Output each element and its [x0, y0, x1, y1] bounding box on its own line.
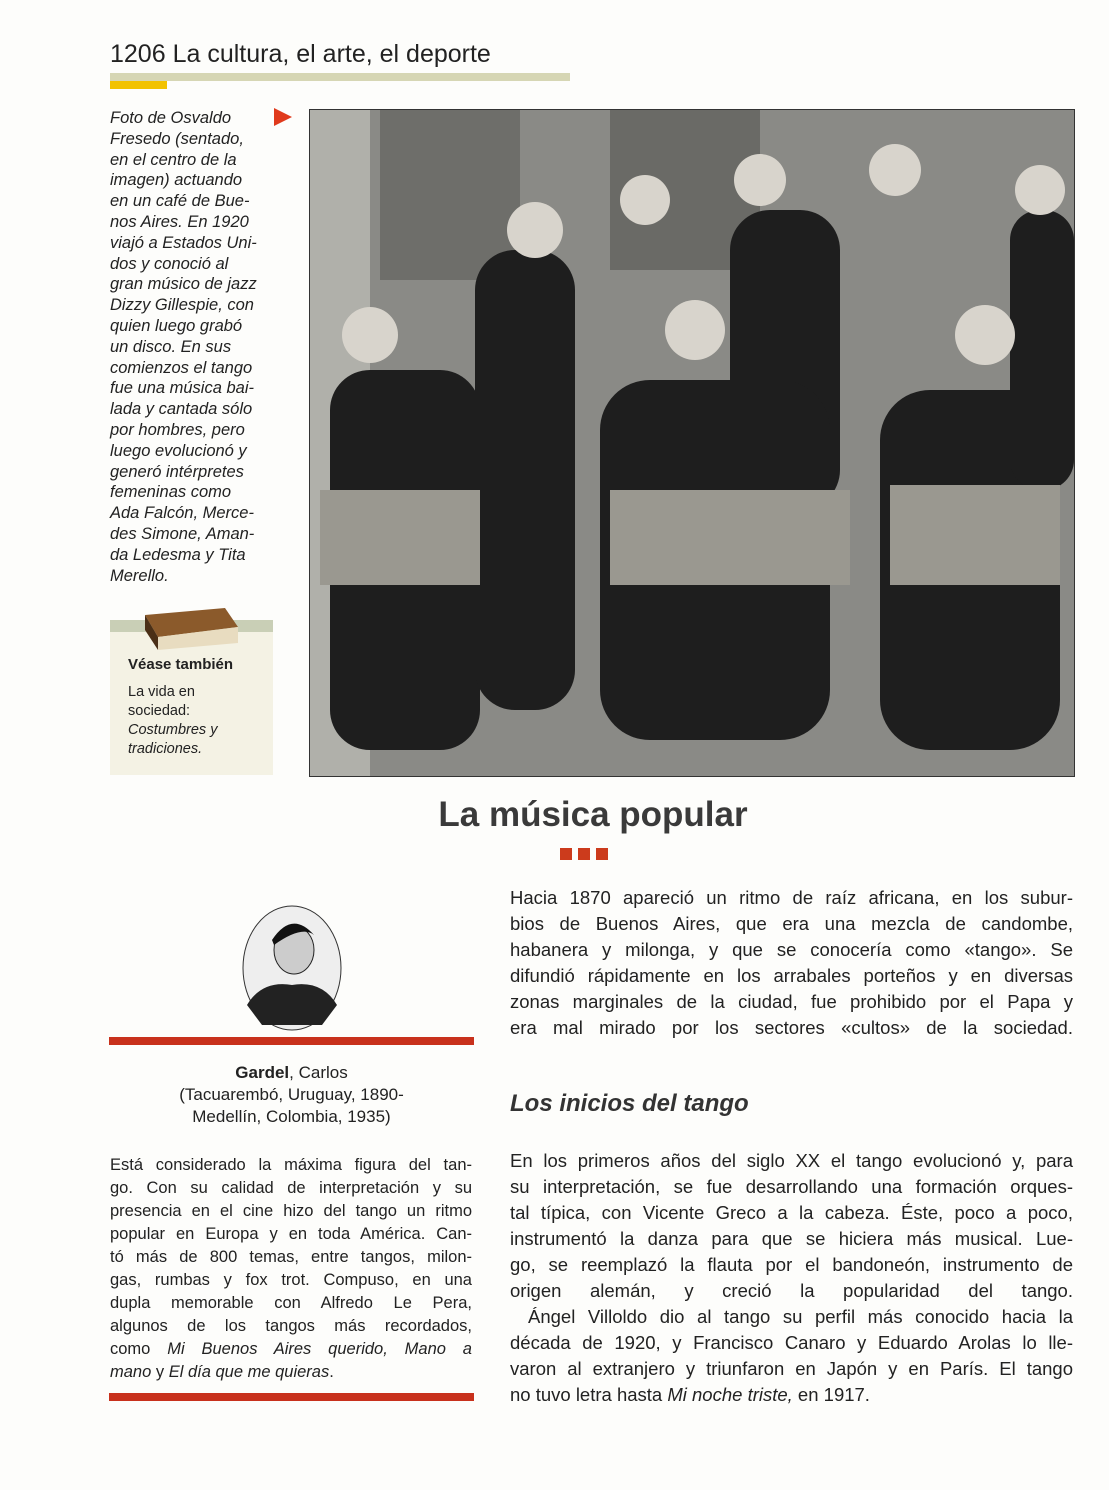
text-line: go, se reemplazó la flauta por el bandoneón, instrumento de — [510, 1254, 1073, 1275]
header-accent — [110, 81, 167, 89]
orchestra-photo — [309, 109, 1075, 777]
text-line: difundió rápidamente en los arrabales porteños y en diversas — [510, 965, 1073, 986]
bio-surname: Gardel — [235, 1063, 290, 1082]
running-header — [110, 40, 491, 69]
text-line: Dizzy Gillespie, con — [110, 296, 254, 315]
text-line — [510, 1382, 1073, 1408]
text-line: dos y conoció al — [110, 254, 229, 273]
text-line: varon al extranjero y triunfaron en Japón y en París. El tango — [510, 1358, 1073, 1379]
gardel-portrait — [242, 905, 342, 1031]
article-title: La música popular — [438, 795, 748, 834]
title-ornament — [560, 848, 572, 860]
see-also-title: Véase también — [128, 656, 234, 673]
text-line: tal típica, con Vicente Greco a la cabeza. Éste, poco a poco, — [510, 1202, 1073, 1223]
text-line: quien luego grabó — [110, 316, 243, 335]
song-title: El día que me quieras — [168, 1363, 330, 1381]
text-run: como — [110, 1340, 168, 1358]
text-line: su interpretación, se fue desarrollando una formación orques- — [510, 1176, 1073, 1197]
bio-rule-bottom — [109, 1393, 474, 1401]
text-line: En los primeros años del siglo XX el tango evolucionó y, para — [510, 1150, 1073, 1171]
see-also-link-prefix: La vida en sociedad: — [128, 684, 195, 719]
text-line: femeninas como — [110, 483, 232, 502]
text-line: un disco. En sus — [110, 337, 232, 356]
text-line: popular en Europa y en toda América. Can- — [110, 1225, 472, 1243]
song-title: mano — [110, 1363, 152, 1381]
title-ornament — [578, 848, 590, 860]
text-line: fue una música bai- — [110, 379, 254, 398]
text-line: gas, rumbas y fox trot. Compuso, en una — [110, 1271, 472, 1289]
text-line: da Ledesma y Tita — [110, 545, 246, 564]
bio-birth: (Tacuarembó, Uruguay, 1890- — [179, 1085, 404, 1104]
bio-name: , Carlos — [289, 1063, 348, 1082]
text-line: Está considerado la máxima figura del tan- — [110, 1156, 472, 1174]
text-line: Fresedo (sentado, — [110, 129, 244, 148]
bio-text — [110, 1154, 472, 1384]
page-number: 1206 — [110, 40, 166, 68]
song-title: Mi noche triste, — [667, 1384, 793, 1405]
header-rule — [110, 73, 570, 81]
book-icon — [140, 605, 240, 650]
text-line: dupla memorable con Alfredo Le Pera, — [110, 1294, 472, 1312]
text-line: Foto de Osvaldo — [110, 109, 232, 127]
arrow-right-icon — [274, 108, 292, 126]
bio-death: Medellín, Colombia, 1935) — [192, 1107, 391, 1126]
text-line: habanera y milonga, y que se conocería como «tango». Se — [510, 939, 1073, 960]
text-line: década de 1920, y Francisco Canaro y Eduardo Arolas lo lle- — [510, 1332, 1073, 1353]
photo-caption — [110, 108, 280, 586]
text-run: en 1917. — [792, 1384, 870, 1405]
text-line: tó más de 800 temas, entre tangos, milon- — [110, 1248, 472, 1266]
text-line: algunos de los tangos más recordados, — [110, 1317, 472, 1335]
text-run: . — [329, 1363, 334, 1381]
text-line: instrumentó la danza para que se hiciera más musical. Lue- — [510, 1228, 1073, 1249]
see-also-link[interactable]: Costumbres y tradiciones. — [128, 722, 218, 757]
text-line — [110, 1361, 472, 1384]
subsection-title: Los inicios del tango — [510, 1090, 749, 1117]
section-title: La cultura, el arte, el deporte — [172, 40, 491, 68]
intro-paragraph — [510, 885, 1073, 1041]
text-line: Merello. — [110, 566, 169, 585]
text-line: por hombres, pero — [110, 420, 245, 439]
text-line: era mal mirado por los sectores «cultos» de la sociedad. — [510, 1017, 1073, 1038]
bio-heading — [109, 1062, 474, 1128]
text-line: Ada Falcón, Merce- — [110, 504, 254, 523]
text-line: en el centro de la — [110, 150, 237, 169]
text-line: generó intérpretes — [110, 462, 244, 481]
text-line: luego evolucionó y — [110, 441, 247, 460]
see-also-text — [128, 683, 258, 759]
text-line: des Simone, Aman- — [110, 524, 255, 543]
text-line: go. Con su calidad de interpretación y su — [110, 1179, 472, 1197]
text-line: imagen) actuando — [110, 171, 243, 190]
text-line: viajó a Estados Uni- — [110, 233, 257, 252]
text-run: y — [151, 1363, 169, 1381]
text-line: nos Aires. En 1920 — [110, 212, 249, 231]
text-line: en un café de Bue- — [110, 192, 250, 211]
section-paragraphs — [510, 1148, 1073, 1408]
text-line: Hacia 1870 apareció un ritmo de raíz africana, en los subur- — [510, 887, 1073, 908]
text-line: presencia en el cine hizo del tango un ritmo — [110, 1202, 472, 1220]
text-run: no tuvo letra hasta — [510, 1384, 668, 1405]
text-line — [110, 1338, 472, 1361]
text-line: comienzos el tango — [110, 358, 253, 377]
text-line: lada y cantada sólo — [110, 400, 253, 419]
text-line: bios de Buenos Aires, que era una mezcla de candombe, — [510, 913, 1073, 934]
text-line: Ángel Villoldo dio al tango su perfil más conocido hacia la — [528, 1306, 1073, 1327]
text-line: zonas marginales de la ciudad, fue prohibido por el Papa y — [510, 991, 1073, 1012]
title-ornament — [596, 848, 608, 860]
song-title: Mi Buenos Aires querido, Mano a — [167, 1340, 472, 1358]
text-line: gran músico de jazz — [110, 275, 257, 294]
bio-rule-top — [109, 1037, 474, 1045]
text-line: origen alemán, y creció la popularidad del tango. — [510, 1280, 1073, 1301]
